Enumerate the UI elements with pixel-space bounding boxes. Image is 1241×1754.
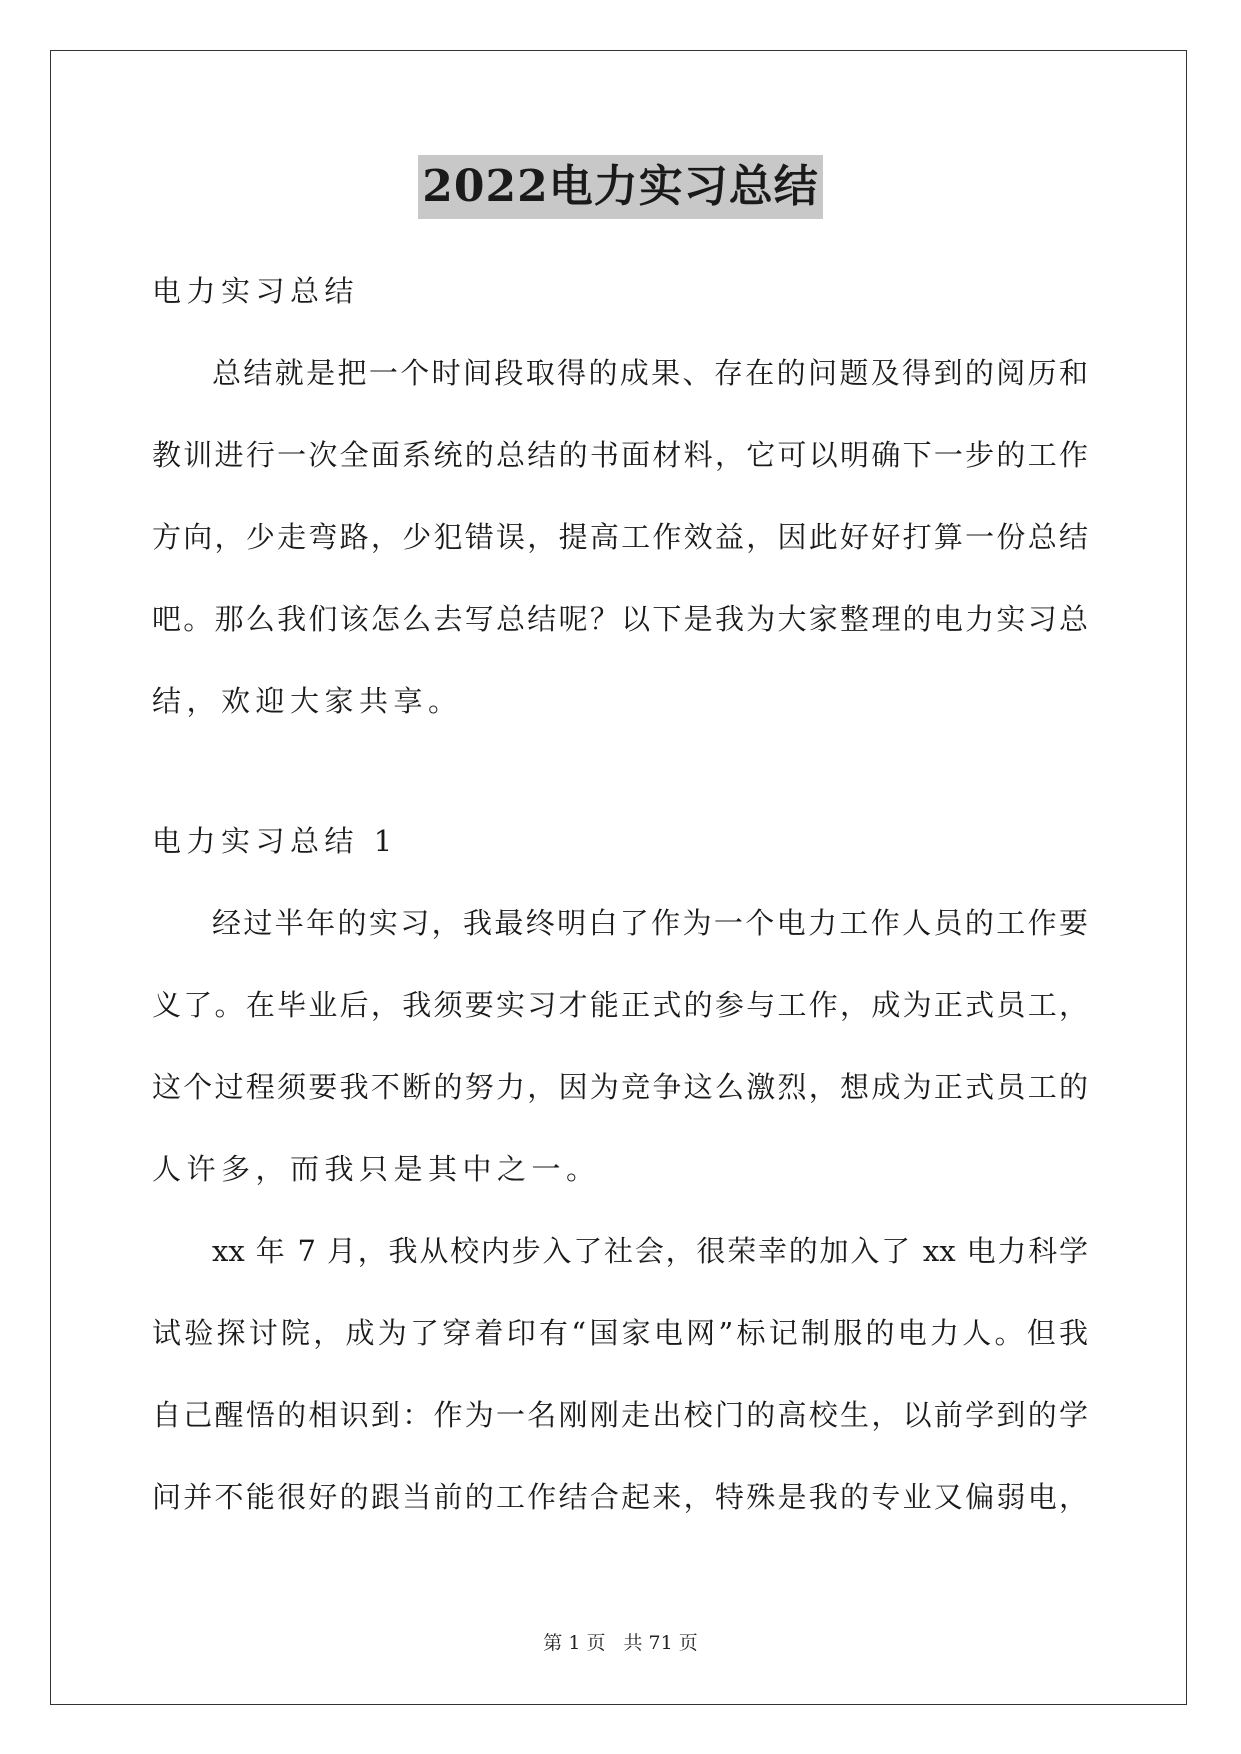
paragraph-line: 人许多，而我只是其中之一。: [152, 1152, 601, 1186]
document-title: 2022电力实习总结: [418, 155, 822, 219]
paragraph-line: 问并不能很好的跟当前的工作结合起来，特殊是我的专业又偏弱电，: [152, 1480, 1088, 1514]
paragraph-line: 经过半年的实习，我最终明白了作为一个电力工作人员的工作要: [212, 906, 1088, 940]
section-heading: 电力实习总结 1: [152, 824, 398, 858]
section-spacer: [152, 742, 1088, 800]
paragraph-line: 这个过程须要我不断的努力，因为竞争这么激烈，想成为正式员工的: [152, 1070, 1088, 1104]
intro-paragraph: [152, 332, 1088, 742]
intro-line: 教训进行一次全面系统的总结的书面材料，它可以明确下一步的工作: [152, 438, 1088, 472]
intro-line: 方向，少走弯路，少犯错误，提高工作效益，因此好好打算一份总结: [152, 520, 1088, 554]
paragraph-line: 义了。在毕业后，我须要实习才能正式的参与工作，成为正式员工，: [152, 988, 1088, 1022]
paragraph-2: [152, 1210, 1088, 1538]
document-body: [152, 250, 1088, 1538]
paragraph-1: [152, 882, 1088, 1210]
intro-line: 总结就是把一个时间段取得的成果、存在的问题及得到的阅历和: [212, 356, 1088, 390]
intro-line: 结，欢迎大家共享。: [152, 684, 463, 718]
title-container: [0, 155, 1241, 219]
page-footer: [0, 1628, 1241, 1655]
paragraph-line: xx 年 7 月，我从校内步入了社会，很荣幸的加入了 xx 电力科学: [212, 1234, 1088, 1268]
document-subtitle: 电力实习总结: [152, 274, 360, 308]
intro-line: 吧。那么我们该怎么去写总结呢？以下是我为大家整理的电力实习总: [152, 602, 1088, 636]
page-total: 共 71 页: [623, 1632, 698, 1654]
page-number: 第 1 页: [543, 1632, 606, 1654]
paragraph-line: 试验探讨院，成为了穿着印有“国家电网”标记制服的电力人。但我: [152, 1316, 1088, 1350]
paragraph-line: 自己醒悟的相识到：作为一名刚刚走出校门的高校生，以前学到的学: [152, 1398, 1088, 1432]
